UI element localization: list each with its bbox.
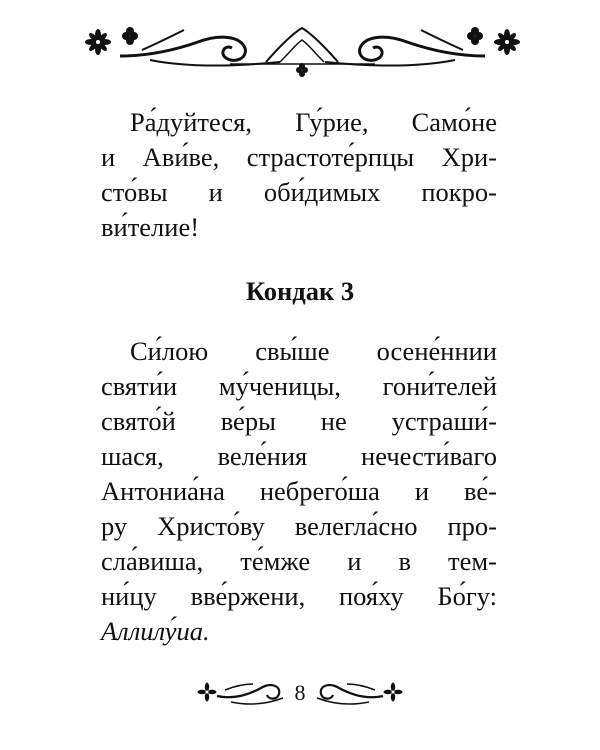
text-line: Си́лою свы́ше осене́ннии [130, 336, 497, 366]
text-line: ру Христо́ву велегла́сно про- [101, 511, 497, 541]
top-floral-ornament-icon [80, 20, 525, 78]
page-number: 8 [294, 680, 306, 705]
text-line: шася, веле́ния нечести́ваго [101, 441, 497, 471]
section-heading: Кондак 3 [245, 276, 355, 306]
intro-paragraph [101, 105, 497, 245]
text-line: свято́й ве́ры не устраши́- [101, 406, 497, 436]
text-line: ни́цу вве́ржени, поя́ху Бо́гу: [101, 581, 497, 611]
text-line: сто́вы и оби́димых покро- [101, 177, 497, 207]
text-line: ви́телие! [101, 212, 200, 242]
text-line: святи́и му́ченицы, гони́телей [101, 371, 497, 401]
alleluia-line: Аллилу́иа. [101, 616, 210, 646]
text-line: Ра́дуйтеся, Гу́рие, Само́не [130, 107, 497, 137]
text-line: Антониа́на небрего́ша и ве́- [101, 476, 497, 506]
text-line: сла́виша, те́мже и в тем- [101, 546, 497, 576]
kontakion-paragraph [101, 334, 497, 649]
text-line: и Ави́ве, страстоте́рпцы Хри- [101, 142, 497, 172]
